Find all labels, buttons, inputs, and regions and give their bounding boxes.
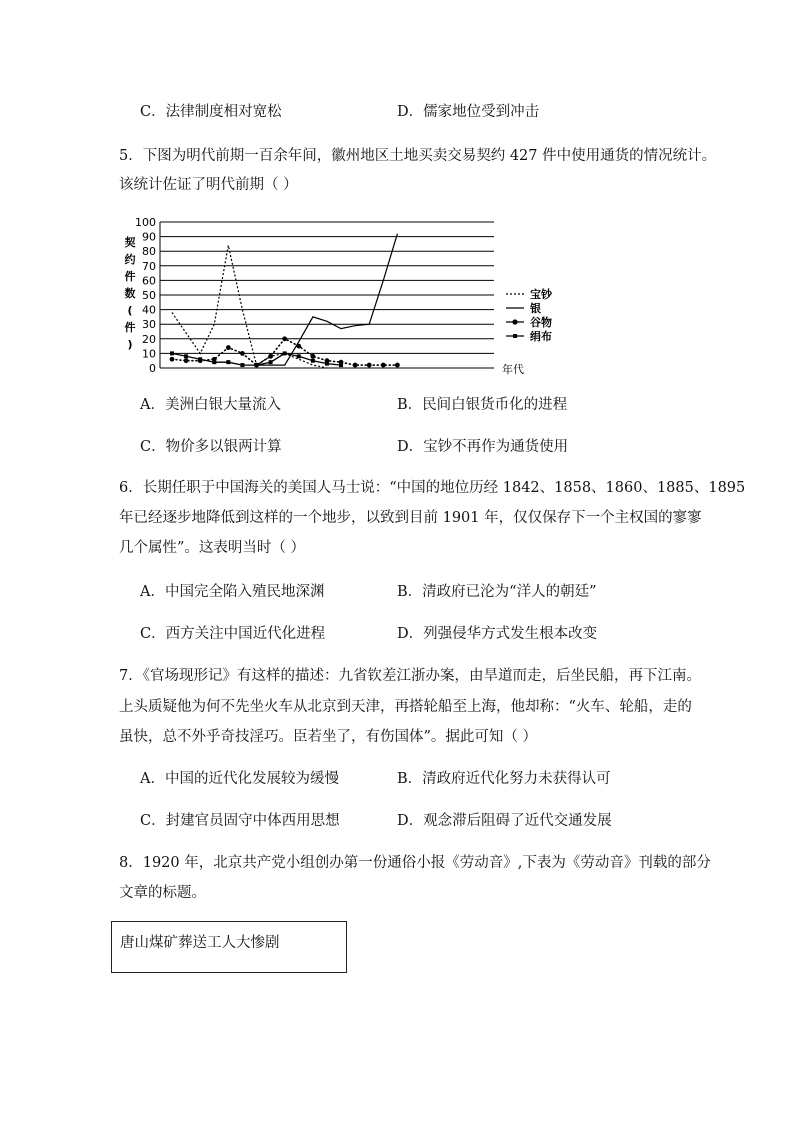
data-point-谷物 [296, 344, 301, 349]
q7-stem-line3: 虽快，总不外乎奇技淫巧。臣若坐了，有伤国体”。据此可知（ ） [119, 729, 538, 745]
y-tick-label: 30 [142, 318, 156, 332]
legend-label: 绢布 [530, 330, 552, 343]
data-point-绢布 [325, 362, 329, 366]
data-point-谷物 [367, 363, 372, 368]
legend-label: 谷物 [530, 316, 552, 329]
data-point-绢布 [212, 360, 216, 364]
q5-option-c: C．物价多以银两计算 [140, 439, 282, 455]
q7-option-c: C．封建官员固守中体西用思想 [140, 813, 340, 829]
chart-grid [160, 222, 494, 368]
y-tick-label: 10 [142, 347, 156, 361]
q6-option-b: B．清政府已沦为“洋人的朝廷” [397, 584, 597, 600]
data-point-绢布 [170, 351, 174, 355]
y-tick-label: 40 [142, 303, 156, 317]
y-label-char: 约 [124, 253, 136, 266]
y-label-char: 件 [124, 270, 136, 283]
data-point-谷物 [310, 354, 315, 359]
q6-option-c: C．西方关注中国近代化进程 [140, 626, 326, 642]
q5-option-d: D．宝钞不再作为通货使用 [397, 439, 569, 455]
q7-stem-line1: 7．《官场现形记》有这样的描述：九省钦差江浙办案，由旱道而走，后坐民船，再下江南。 [119, 668, 701, 684]
q4-option-c: C．法律制度相对宽松 [140, 104, 282, 120]
q6-stem-line2: 年已经逐步地降低到这样的一个地步，以致到目前 1901 年，仅仅保存下一个主权国的寥寥 [119, 510, 702, 526]
legend-marker [512, 319, 517, 324]
data-point-绢布 [184, 354, 188, 358]
data-point-谷物 [381, 363, 386, 368]
q6-stem-line3: 几个属性”。这表明当时（ ） [119, 540, 306, 556]
article-title-cell: 唐山煤矿葬送工人大惨剧 [120, 935, 280, 951]
chart-x-label: 年代 [502, 363, 524, 376]
y-tick-label: 90 [142, 230, 156, 244]
q6-option-d: D．列强侵华方式发生根本改变 [397, 626, 598, 642]
data-point-谷物 [184, 358, 189, 363]
data-point-绢布 [269, 360, 273, 364]
q5-stem-line2: 该统计佐证了明代前期（ ） [119, 177, 298, 193]
y-tick-label: 60 [142, 274, 156, 288]
data-point-谷物 [395, 363, 400, 368]
q8-stem-line1: 8．1920 年，北京共产党小组创办第一份通俗小报《劳动音》,下表为《劳动音》刊载的部分 [119, 855, 711, 871]
legend-marker [513, 334, 517, 338]
q5-option-a: A．美洲白银大量流入 [140, 397, 281, 413]
legend-label: 宝钞 [530, 288, 552, 301]
data-point-绢布 [283, 351, 287, 355]
chart-legend [506, 287, 553, 343]
y-tick-label: 80 [142, 245, 156, 259]
data-point-绢布 [255, 363, 259, 367]
data-point-绢布 [226, 360, 230, 364]
y-tick-label: 20 [142, 332, 156, 346]
q5-option-b: B．民间白银货币化的进程 [397, 397, 568, 413]
y-tick-label: 0 [149, 362, 156, 375]
data-point-谷物 [240, 351, 245, 356]
data-point-谷物 [353, 363, 358, 368]
q6-stem-line1: 6．长期任职于中国海关的美国人马士说：“中国的地位历经 1842、1858、1860、1885、1895 [119, 480, 746, 496]
data-point-谷物 [282, 336, 287, 341]
data-point-绢布 [240, 363, 244, 367]
y-label-char: 契 [124, 236, 136, 249]
data-point-谷物 [226, 345, 231, 350]
chart-series [170, 234, 400, 368]
data-point-绢布 [311, 359, 315, 363]
data-point-绢布 [339, 363, 343, 367]
q7-option-d: D．观念滞后阻碍了近代交通发展 [397, 813, 612, 829]
q7-stem-line2: 上头质疑他为何不先坐火车从北京到天津，再搭轮船至上海，他却称：“火车、轮船，走的 [119, 699, 692, 715]
q8-stem-line2: 文章的标题。 [119, 885, 206, 901]
data-point-绢布 [198, 357, 202, 361]
data-point-谷物 [268, 354, 273, 359]
article-title-table [111, 921, 347, 973]
y-tick-label: 50 [142, 289, 156, 302]
q6-option-a: A．中国完全陷入殖民地深渊 [140, 584, 325, 600]
y-label-char: 数 [124, 287, 136, 300]
q7-option-b: B．清政府近代化努力未获得认可 [397, 771, 611, 787]
legend-label: 银 [530, 302, 541, 315]
y-tick-label: 70 [142, 259, 156, 273]
chart-y-label [125, 235, 136, 351]
y-label-char: 件 [124, 321, 136, 334]
y-tick-label: 100 [135, 216, 156, 229]
currency-usage-chart [118, 208, 568, 383]
y-label-char: ) [127, 338, 133, 351]
q5-stem-line1: 5．下图为明代前期一百余年间，徽州地区土地买卖交易契约 427 件中使用通货的情况统计。 [119, 148, 717, 164]
series-line-银 [257, 234, 398, 365]
q7-option-a: A．中国的近代化发展较为缓慢 [140, 771, 339, 787]
data-point-谷物 [170, 357, 175, 362]
chart-y-ticks [135, 216, 156, 375]
data-point-绢布 [297, 354, 301, 358]
q4-option-d: D．儒家地位受到冲击 [397, 104, 540, 120]
y-label-char: ( [127, 304, 133, 317]
